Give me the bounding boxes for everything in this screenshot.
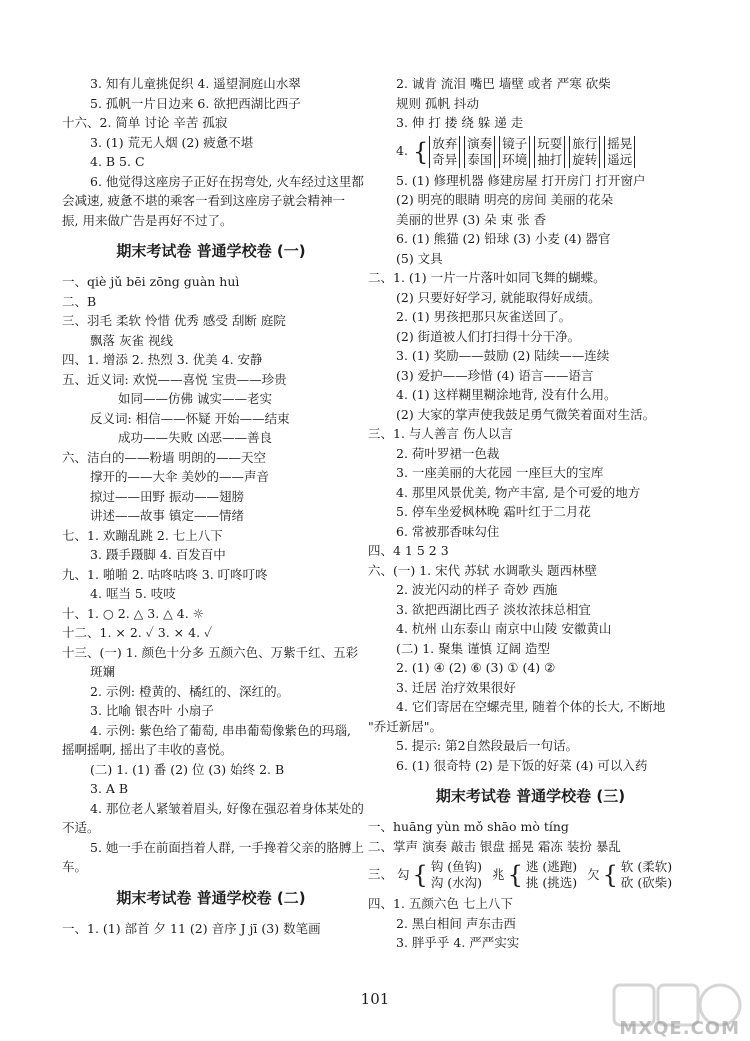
answer-line: 三、1. 与人善言 伤人以言 xyxy=(368,426,513,441)
answer-line: 2. 黑白相间 声东击西 xyxy=(396,915,516,931)
answer-line: 3. 一座美丽的大花园 一座巨大的宝库 xyxy=(396,465,604,480)
section-title: 期末考试卷 普通学校卷 (二) xyxy=(116,888,306,907)
word-pair-box xyxy=(604,136,635,168)
word: 遥远 xyxy=(607,151,633,167)
answer-line: "乔迁新居"。 xyxy=(368,718,442,734)
answer-line: 十、1. ○ 2. △ 3. △ 4. ☼ xyxy=(62,605,204,621)
answer-line: 2. 示例: 橙黄的、橘红的、深红的。 xyxy=(90,683,290,699)
answer-line: 四、1. 五颜六色 七上八下 xyxy=(368,896,513,911)
answer-line: 6. (1) 熊猫 (2) 铅球 (3) 小麦 (4) 器官 xyxy=(396,231,611,246)
answer-line: 3. 蹑手蹑脚 4. 百发百中 xyxy=(90,547,226,562)
answer-line: 美丽的世界 (3) 朵 束 张 香 xyxy=(396,211,547,227)
answer-line: 3. (1) 奖励——鼓励 (2) 陆续——连续 xyxy=(396,348,610,363)
answer-line: 飘落 灰雀 视线 xyxy=(90,332,173,348)
answer-line: 成功——失败 凶恶——善良 xyxy=(118,430,272,445)
answer-line: 一、qiè jǔ bēi zōng guàn huì xyxy=(62,274,240,289)
answer-line: 会减速, 疲惫不堪的乘客一看到这座房子就会精神一 xyxy=(62,193,345,208)
answer-line: 二、掌声 演奏 敲击 银盘 摇晃 霜冻 装扮 暴乱 xyxy=(368,838,621,854)
word-pair-box xyxy=(464,136,495,168)
answer-line: 5. 她一手在前面挡着人群, 一手搀着父亲的胳膊上 xyxy=(90,839,364,855)
answer-line: 九、1. 啪啪 2. 咕咚咕咚 3. 叮咚叮咚 xyxy=(62,566,268,582)
answer-line: 十三、(一) 1. 颜色十分多 五颜六色、万紫千红、五彩 xyxy=(62,644,359,660)
section-title: 期末考试卷 普通学校卷 (一) xyxy=(116,242,306,260)
answer-line: 3. (1) 荒无人烟 (2) 疲惫不堪 xyxy=(90,134,254,150)
answer-line: 6. 他觉得这座房子正好在拐弯处, 火车经过这里都 xyxy=(90,173,364,189)
answer-line: 二、1. (1) 一片一片落叶如同飞舞的蝴蝶。 xyxy=(368,270,606,285)
word-pair-box xyxy=(569,136,600,168)
word: 抽打 xyxy=(537,151,563,167)
answer-line: (2) 大家的掌声使我鼓足勇气微笑着面对生活。 xyxy=(396,406,656,422)
answer-line: 撑开的——大伞 美妙的——声音 xyxy=(90,469,269,484)
answer-line: 4. B 5. C xyxy=(90,154,145,169)
answer-line: 六、(一) 1. 宋代 苏轼 水调歌头 题西林壁 xyxy=(368,562,598,578)
word: 沟 (水沟) xyxy=(430,875,483,890)
answer-line: 5. 停车坐爱枫林晚 霜叶红于二月花 xyxy=(396,504,591,519)
answer-line: 4. 那位老人紧皱着眉头, 好像在强忍着身体某处的 xyxy=(90,800,364,816)
word: 钩 (鱼钩) xyxy=(430,859,483,874)
answer-line: 一、huāng yùn mǒ shāo mò tíng xyxy=(368,819,569,834)
character-pair xyxy=(619,859,674,891)
word: 逃 (逃跑) xyxy=(525,859,578,874)
radical-character: 兆 xyxy=(492,866,505,882)
word: 砍 (砍柴) xyxy=(620,875,673,890)
word: 放弃 xyxy=(432,135,458,151)
answer-line: 斑斓 xyxy=(90,664,116,679)
answer-line: 4. 哐当 5. 吱吱 xyxy=(90,586,176,601)
answer-line: (5) 文具 xyxy=(396,250,443,266)
answer-line: 2. 荷叶罗裙一色裁 xyxy=(396,445,500,461)
character-pair xyxy=(524,859,579,891)
answer-line: 4. 杭州 山东泰山 南京中山陵 安徽黄山 xyxy=(396,621,612,636)
brace-icon: { xyxy=(507,861,523,889)
answer-line: 七、1. 欢蹦乱跳 2. 七上八下 xyxy=(62,527,223,543)
answer-line: 十二、1. × 2. ✓ 3. × 4. ✓ xyxy=(62,625,213,640)
answer-line: 6. (1) 很奇特 (2) 是下饭的好菜 (4) 可以入药 xyxy=(396,757,648,773)
brace-icon: { xyxy=(412,861,428,889)
word: 奇异 xyxy=(432,151,458,167)
answer-line: (二) 1. 聚集 谨慎 辽阔 造型 xyxy=(396,640,551,656)
answer-line: 2. (1) 男孩把那只灰雀送回了。 xyxy=(396,309,572,324)
radical-character: 勾 xyxy=(397,866,410,882)
answer-line: 4. 示例: 紫色给了葡萄, 串串葡萄像紫色的玛瑙, xyxy=(90,722,352,738)
answer-line: 5. 提示: 第2自然段最后一句话。 xyxy=(396,738,579,753)
answer-line: (二) 1. (1) 番 (2) 位 (3) 始终 2. B xyxy=(90,761,285,777)
answer-line: 2. (1) ④ (2) ⑥ (3) ① (4) ② xyxy=(396,660,556,675)
answer-line: 二、B xyxy=(62,293,97,309)
answer-line: 讲述——故事 镇定——情绪 xyxy=(90,508,244,523)
answer-line: 车。 xyxy=(62,859,88,874)
section-title: 期末考试卷 普通学校卷 (三) xyxy=(435,787,626,805)
answer-line: (2) 明亮的眼睛 明亮的房间 美丽的花朵 xyxy=(396,192,614,207)
word-pair-box xyxy=(499,136,530,168)
word-pair-box xyxy=(429,136,460,168)
answer-line: 4. 它们寄居在空螺壳里, 随着个体的长大, 不断地 xyxy=(396,699,666,714)
watermark-url: MXQE.COM xyxy=(619,1018,740,1039)
item-number: 4. xyxy=(396,143,408,158)
answer-line: 3. 伸 打 搂 绕 躲 递 走 xyxy=(396,115,524,130)
answer-line: 6. 常被那香味勾住 xyxy=(396,523,500,539)
answer-line: 2. 诚肯 流泪 嘴巴 墙壁 或者 严寒 砍柴 xyxy=(396,76,611,91)
answer-line: 四、1. 增添 2. 热烈 3. 优美 4. 安静 xyxy=(62,352,263,367)
answer-line: 5. 孤帆一片日边来 6. 欲把西湖比西子 xyxy=(90,95,301,111)
answer-line: 4. (1) 这样糊里糊涂地背, 没有什么用。 xyxy=(396,387,617,402)
answer-line: 不适。 xyxy=(62,820,100,835)
answer-line: 3. 胖乎乎 4. 严严实实 xyxy=(396,935,520,950)
answer-line: 4. 那里风景优美, 物产丰富, 是个可爱的地方 xyxy=(396,484,641,500)
answer-line: 3. 欲把西湖比西子 淡妆浓抹总相宜 xyxy=(396,601,591,617)
word: 泰国 xyxy=(467,151,493,167)
item-number: 三、 xyxy=(368,866,394,882)
brace-icon: { xyxy=(412,137,429,166)
answer-line: (3) 爱护——珍惜 (4) 语言——语言 xyxy=(396,367,594,383)
word-pair-box xyxy=(534,136,565,168)
answer-line: 如同——仿佛 诚实——老实 xyxy=(118,391,272,406)
word: 旅行 xyxy=(572,135,598,151)
answer-line: 十六、2. 简单 讨论 辛苦 孤寂 xyxy=(62,115,228,130)
answer-line: 三、羽毛 柔软 怜惜 优秀 感受 刮断 庭院 xyxy=(62,313,286,328)
answer-line: (2) 只要好好学习, 就能取得好成绩。 xyxy=(396,289,601,305)
answer-line: 四、4 1 5 2 3 xyxy=(368,543,449,558)
word: 软 (柔软) xyxy=(620,859,673,874)
radical-character: 欠 xyxy=(587,866,600,882)
left-column xyxy=(62,74,364,938)
page-number: 101 xyxy=(360,990,390,1008)
answer-line: 六、洁白的——粉墙 明朗的——天空 xyxy=(62,449,266,465)
word: 挑 (挑选) xyxy=(525,875,578,890)
word: 摇晃 xyxy=(607,135,633,151)
character-pair xyxy=(429,859,484,891)
character-group-row xyxy=(368,856,693,894)
answer-line: 一、1. (1) 部首 夕 11 (2) 音序 J jī (3) 数笔画 xyxy=(62,920,321,936)
answer-line: 摇啊摇啊, 摇出了丰收的喜悦。 xyxy=(62,742,233,757)
answer-line: 规则 孤帆 抖动 xyxy=(396,95,479,111)
answer-line: 振, 用来做广告是再好不过了。 xyxy=(62,212,233,228)
word: 旋转 xyxy=(572,151,598,167)
brace-icon: { xyxy=(602,861,618,889)
answer-line: (2) 街道被人们打扫得十分干净。 xyxy=(396,328,581,344)
answer-line: 反义词: 相信——怀疑 开始——结束 xyxy=(90,410,290,426)
answer-line: 3. 迁居 治疗效果很好 xyxy=(396,679,516,695)
word-box-row xyxy=(368,133,693,171)
word: 环境 xyxy=(502,151,528,167)
answer-line: 掠过——田野 振动——翅膀 xyxy=(90,488,244,504)
answer-line: 5. (1) 修理机器 修建房屋 打开房门 打开窗户 xyxy=(396,172,646,188)
answer-line: 3. 比喻 银杏叶 小扇子 xyxy=(90,703,214,718)
word: 镜子 xyxy=(502,135,528,151)
answer-line: 3. 知有儿童挑促织 4. 遥望洞庭山水翠 xyxy=(90,76,301,91)
word: 演奏 xyxy=(467,135,493,151)
word: 玩耍 xyxy=(537,135,563,151)
answer-line: 五、近义词: 欢悦——喜悦 宝贵——珍贵 xyxy=(62,371,287,387)
right-column xyxy=(368,74,693,953)
answer-line: 3. A B xyxy=(90,781,129,796)
answer-line: 2. 波光闪动的样子 奇妙 西施 xyxy=(396,582,558,597)
